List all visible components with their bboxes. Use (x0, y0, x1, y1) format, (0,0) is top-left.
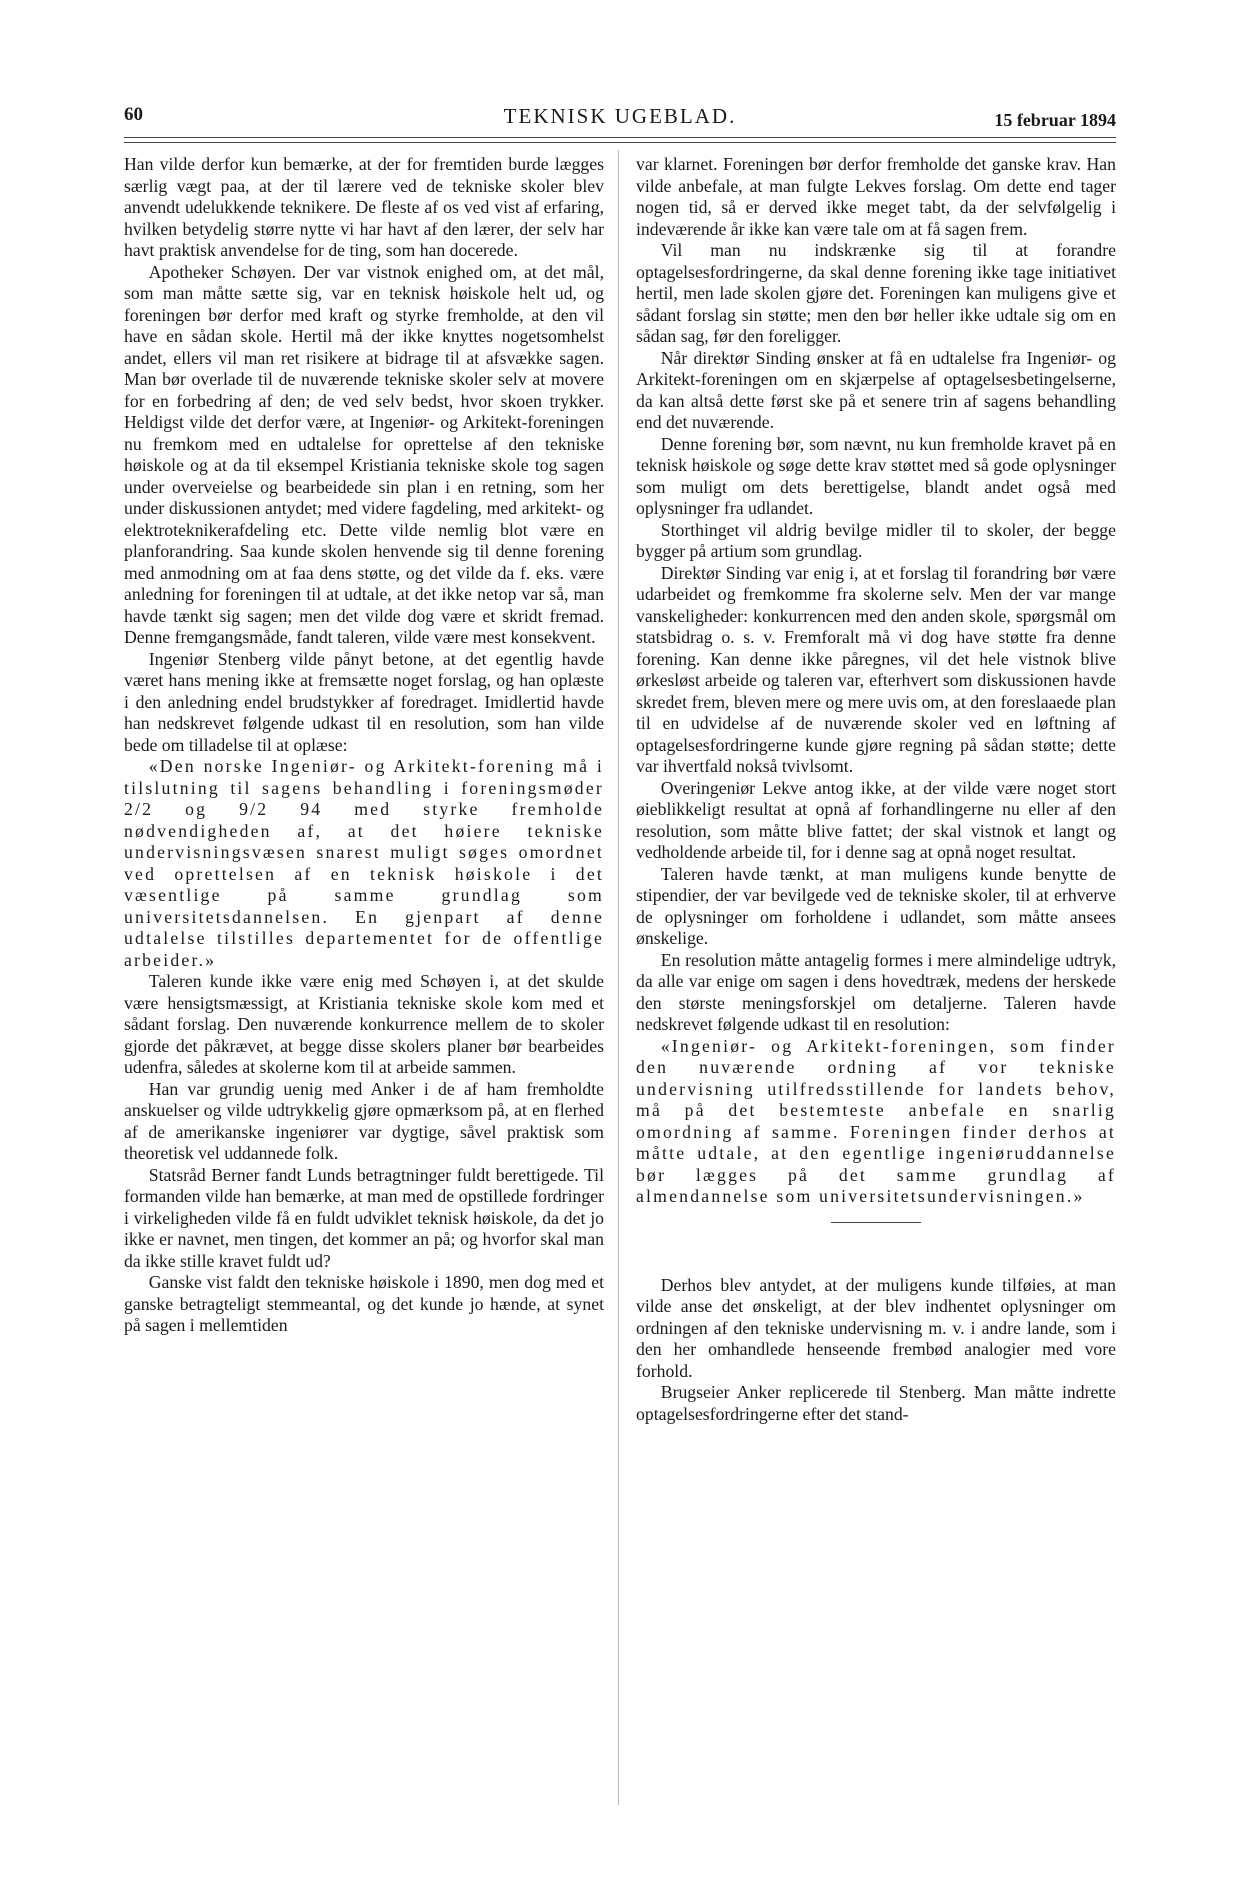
paragraph: var klarnet. Foreningen bør derfor fremholde det ganske krav. Han vilde anbefale, at man fulgte Lekves forslag. Om dette end tager nogen tid, så er derved ikke meget tabt, da der selvfølgelig i indeværende år ikke kan være tale om at få sagen frem. (636, 154, 1116, 239)
paragraph: Direktør Sinding var enig i, at et forslag til forandring bør være udarbeidet og fremkomme fra skolerne selv. Men der var mange vanskeligheder: konkurrencen med den anden skole, spørgsmål om statsbidrag o. s. v. Fremforalt må vi dog have støtte fra denne forening. Kan denne ikke påregnes, vil det hele vistnok blive ørkesløst arbeide og taleren var, efterhvert som diskussionen havde skredet frem, bleven mere og mere uvis om, at den foreslaaede plan til en udvidelse af de nuværende skoler ved en løftning af optagelsesfordringerne kunde gjøre regning på sådan støtte; dette var ihvertfald nokså tvivlsomt. (636, 562, 1116, 776)
paragraph: Taleren havde tænkt, at man muligens kunde benytte de stipendier, der var bevilgede ved de tekniske skoler, til at erhverve de oplysninger om forholdene i udlandet, som måtte ansees ønskelige. (636, 863, 1116, 948)
paragraph: Brugseier Anker replicerede til Stenberg. Man måtte indrette optagelsesfordringerne efter det stand- (636, 1382, 1116, 1424)
paragraph: Han var grundig uenig med Anker i de af ham fremholdte anskuelser og vilde udtrykkelig gjøre opmærksom på, at en flerhed af de amerikanske ingeniører var dygtige, såvel praktisk som theoretisk vel uddannede folk. (124, 1078, 604, 1163)
paragraph: Derhos blev antydet, at der muligens kunde tilføies, at man vilde anse det ønskeligt, at der blev indhentet oplysninger om ordningen af den tekniske undervisning m. v. i andre lande, som i den her omhandlede henseende frembød analogier med vore forhold. (636, 1274, 1116, 1381)
left-column (124, 154, 604, 1337)
right-column (636, 154, 1116, 1425)
paragraph: Apotheker Schøyen. Der var vistnok enighed om, at det mål, som man måtte sætte sig, var en teknisk høiskole helt ud, og foreningen bør derfor med kraft og styrke fremholde, at den vil have en sådan skole. Hertil må der ikke knyttes nogetsomhelst andet, ellers vil man ret risikere at bidrage til at afsvække sagen. Man bør overlade til de nuværende tekniske skoler selv at movere for en forbedring af den; de ved selv bedst, hvor skoen trykker. Heldigst vilde det derfor være, at Ingeniør- og Arkitekt-foreningen nu fremkom med en udtalelse for oprettelse af den tekniske høiskole og at da til eksempel Kristiania tekniske skole tog sagen under overveielse og bearbeidede sin plan i en retning, som her under diskussionen antydet; med videre fagdeling, med arkitekt- og elektroteknikerafdeling etc. Dette vilde nemlig blot være en planforandring. Saa kunde skolen henvende sig til denne forening med anmodning om at faa dens støtte, og det vilde da f. eks. være anledning for foreningen til at udtale, at det ikke netop var så, man havde tænkt sig sagen; men det vilde dog være et skridt fremad. Denne fremgangsmåde, fandt taleren, vilde være mest konsekvent. (124, 261, 604, 647)
issue-date: 15 februar 1894 (994, 110, 1116, 130)
paragraph: En resolution måtte antagelig formes i mere almindelige udtryk, da alle var enige om sagen i dens hovedtræk, medens der herskede den største meningsforskjel om detaljerne. Taleren havde nedskrevet følgende udkast til en resolution: (636, 949, 1116, 1034)
paragraph: Taleren kunde ikke være enig med Schøyen i, at det skulde være hensigtsmæssigt, at Kristiania tekniske skole kom med et sådant forslag. Den nuværende konkurrence mellem de to skoler gjorde det påkrævet, at begge disse skolers planer bør bearbeides udenfra, således at skolerne kom til at arbeide sammen. (124, 971, 604, 1077)
section-separator (831, 1222, 921, 1223)
journal-title: TEKNISK UGEBLAD. (503, 104, 737, 128)
paragraph: Ganske vist faldt den tekniske høiskole i 1890, men dog med et ganske betragteligt stemmeantal, og det kunde jo hænde, at synet på sagen i mellemtiden (124, 1272, 604, 1335)
paragraph: Statsråd Berner fandt Lunds betragtninger fuldt berettigede. Til formanden vilde han bemærke, at man med de opstillede fordringer i virkeligheden vilde få en fuldt udviklet teknisk høiskole, da det jo ikke er navnet, men tingen, det kommer an på; og hvorfor skal man da ikke stille kravet fuldt ud? (124, 1164, 604, 1271)
resolution-quote: «Den norske Ingeniør- og Arkitekt-forening må i tilslutning til sagens behandling i foreningsmøder 2/2 og 9/2 94 med styrke fremholde nødvendigheden af, at det høiere tekniske undervisningsvæsen snarest muligt søges omordnet ved oprettelsen af en teknisk høiskole i det væsentlige på samme grundlag som universitetsdannelsen. En gjenpart af denne udtalelse tilstilles departementet for de offentlige arbeider.» (124, 756, 604, 970)
paragraph: Overingeniør Lekve antog ikke, at der vilde være noget stort øieblikkeligt resultat at opnå af forhandlingerne nu eller af den resolution, som måtte blive fattet; der skal vistnok et langt og vedholdende arbeide til, for i denne sag at opnå noget resultat. (636, 777, 1116, 862)
resolution-quote: «Ingeniør- og Arkitekt-foreningen, som finder den nuværende ordning af vor tekniske undervisning utilfredsstillende for landets behov, må på det bestemteste anbefale en snarlig omordning af samme. Foreningen finder derhos at måtte udtale, at den egentlige ingeniøruddannelse bør lægges på det samme grundlag af almendannelse som universitetsundervisningen.» (636, 1035, 1116, 1206)
paragraph: Vil man nu indskrænke sig til at forandre optagelsesfordringerne, da skal denne forening ikke tage initiativet hertil, men lade skolen gjøre det. Foreningen kan muligens give et sådant forslag sin støtte; men den bør heller ikke udtale sig om en sådan sag, før den foreligger. (636, 240, 1116, 346)
header-rule (124, 137, 1116, 143)
paragraph: Ingeniør Stenberg vilde pånyt betone, at det egentlig havde været hans mening ikke at fremsætte noget forslag, og han oplæste i den anledning endel brudstykker af foredraget. Imidlertid havde han nedskrevet følgende udkast til en resolution, som han vilde bede om tilladelse til at oplæse: (124, 648, 604, 755)
column-divider (618, 150, 619, 1805)
paragraph: Når direktør Sinding ønsker at få en udtalelse fra Ingeniør- og Arkitekt-foreningen om en skjærpelse af optagelsesbetingelserne, da kan altså dette først ske på et senere trin af sagens behandling end det nuværende. (636, 347, 1116, 432)
page-number: 60 (124, 104, 143, 125)
paragraph: Storthinget vil aldrig bevilge midler til to skoler, der begge bygger på artium som grundlag. (636, 519, 1116, 561)
page-header (124, 104, 1116, 134)
paragraph: Denne forening bør, som nævnt, nu kun fremholde kravet på en teknisk høiskole og søge dette krav støttet med så gode oplysninger som muligt om dets berettigelse, blandt andet også med oplysninger fra udlandet. (636, 433, 1116, 518)
paragraph: Han vilde derfor kun bemærke, at der for fremtiden burde lægges særlig vægt paa, at der til lærere ved de tekniske skoler blev anvendt udelukkende teknikere. De fleste af os ved vist af erfaring, hvilken betydelig større nytte vi har havt af den lærer, der selv har havt praktisk anvendelse for de ting, som han docerede. (124, 154, 604, 260)
